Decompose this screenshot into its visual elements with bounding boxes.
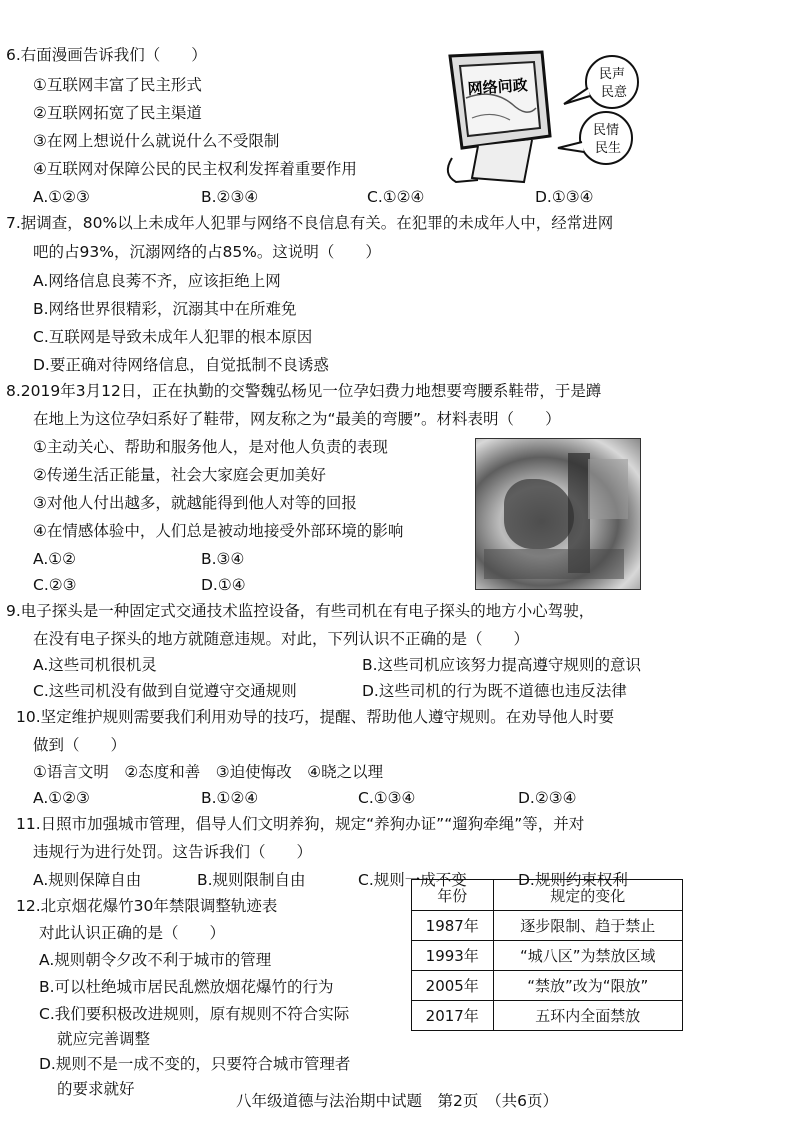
q9-stem-line2: 在没有电子探头的地方就随意违规。对此，下列认识不正确的是（ ） [33, 630, 530, 648]
q9-option-d: D.这些司机的行为既不道德也违反法律 [362, 682, 627, 700]
table-header-year: 年份 [412, 880, 494, 911]
q6-item-4: ④互联网对保障公民的民主权利发挥着重要作用 [33, 160, 357, 178]
q12-stem-line1: 12.北京烟花爆竹30年禁限调整轨迹表 [16, 897, 278, 915]
q8-stem-line2: 在地上为这位孕妇系好了鞋带，网友称之为“最美的弯腰”。材料表明（ ） [33, 410, 561, 428]
q7-option-a: A.网络信息良莠不齐，应该拒绝上网 [33, 272, 281, 290]
table-header-change: 规定的变化 [493, 880, 682, 911]
ban-history-table [411, 879, 683, 1031]
table-cell-change: “城八区”为禁放区域 [493, 941, 682, 971]
q8-stem-line1: 8.2019年3月12日，正在执勤的交警魏弘杨见一位孕妇费力地想要弯腰系鞋带，于是蹲 [6, 382, 602, 400]
q8-option-c: C.②③ [33, 576, 77, 594]
table-cell-year: 2005年 [412, 971, 494, 1001]
table-cell-year: 1993年 [412, 941, 494, 971]
table-cell-year: 2017年 [412, 1001, 494, 1031]
q6-item-2: ②互联网拓宽了民主渠道 [33, 104, 202, 122]
q10-option-b: B.①②④ [201, 789, 259, 807]
q8-option-a: A.①② [33, 550, 77, 568]
q12-option-c-cont: 就应完善调整 [57, 1030, 151, 1048]
q12-stem-line2: 对此认识正确的是（ ） [39, 924, 226, 942]
q10-option-c: C.①③④ [358, 789, 416, 807]
q6-item-3: ③在网上想说什么就说什么不受限制 [33, 132, 280, 150]
q6-option-b: B.②③④ [201, 188, 259, 206]
q9-option-c: C.这些司机没有做到自觉遵守交通规则 [33, 682, 297, 700]
q8-item-3: ③对他人付出越多，就越能得到他人对等的回报 [33, 494, 357, 512]
q9-option-a: A.这些司机很机灵 [33, 656, 157, 674]
q12-option-d-cont: 的要求就好 [57, 1080, 135, 1098]
q7-option-d: D.要正确对待网络信息，自觉抵制不良诱惑 [33, 356, 329, 374]
cartoon-bubble2-line1: 民情 [592, 123, 620, 138]
page-footer: 八年级道德与法治期中试题 第2页 （共6页） [236, 1092, 558, 1110]
q8-option-d: D.①④ [201, 576, 246, 594]
q12-option-c: C.我们要积极改进规则，原有规则不符合实际 [39, 1005, 350, 1023]
q8-item-4: ④在情感体验中，人们总是被动地接受外部环境的影响 [33, 522, 404, 540]
q11-stem-line2: 违规行为进行处罚。这告诉我们（ ） [33, 843, 313, 861]
q10-items: ①语言文明 ②态度和善 ③迫使悔改 ④晓之以理 [33, 763, 384, 781]
table-cell-change: 五环内全面禁放 [493, 1001, 682, 1031]
q10-stem-line1: 10.坚定维护规则需要我们利用劝导的技巧，提醒、帮助他人遵守规则。在劝导他人时要 [16, 708, 615, 726]
q7-stem-line1: 7.据调查，80%以上未成年人犯罪与网络不良信息有关。在犯罪的未成年人中，经常进网 [6, 214, 614, 232]
q8-item-2: ②传递生活正能量，社会大家庭会更加美好 [33, 466, 326, 484]
cartoon-bubble1-line2: 民意 [600, 85, 628, 100]
q12-option-b: B.可以杜绝城市居民乱燃放烟花爆竹的行为 [39, 978, 334, 996]
q10-option-a: A.①②③ [33, 789, 90, 807]
cartoon-bubble1-line1: 民声 [598, 67, 626, 82]
cartoon-bubble2-line2: 民生 [594, 141, 622, 156]
q6-stem: 6.右面漫画告诉我们（ ） [6, 46, 207, 64]
q7-option-b: B.网络世界很精彩，沉溺其中在所难免 [33, 300, 297, 318]
q9-option-b: B.这些司机应该努力提高遵守规则的意识 [362, 656, 642, 674]
q6-option-c: C.①②④ [367, 188, 425, 206]
q8-item-1: ①主动关心、帮助和服务他人，是对他人负责的表现 [33, 438, 388, 456]
q11-option-b: B.规则限制自由 [197, 871, 306, 889]
cartoon-screen-text: 网络问政 [467, 75, 529, 99]
table-row [412, 911, 683, 941]
q7-option-c: C.互联网是导致未成年人犯罪的根本原因 [33, 328, 313, 346]
q6-option-a: A.①②③ [33, 188, 90, 206]
table-row [412, 1001, 683, 1031]
q9-stem-line1: 9.电子探头是一种固定式交通技术监控设备，有些司机在有电子探头的地方小心驾驶， [6, 602, 595, 620]
q10-option-d: D.②③④ [518, 789, 577, 807]
q6-option-d: D.①③④ [535, 188, 594, 206]
q11-stem-line1: 11.日照市加强城市管理，倡导人们文明养狗，规定“养狗办证”“遛狗牵绳”等，并对 [16, 815, 585, 833]
q12-option-a: A.规则朝令夕改不利于城市的管理 [39, 951, 272, 969]
q11-option-c: C.规则一成不变 [358, 871, 467, 889]
table-row [412, 971, 683, 1001]
table-cell-change: “禁放”改为“限放” [493, 971, 682, 1001]
q8-option-b: B.③④ [201, 550, 245, 568]
table-cell-year: 1987年 [412, 911, 494, 941]
q7-stem-line2: 吧的占93%，沉溺网络的占85%。这说明（ ） [33, 243, 381, 261]
q11-option-d: D.规则约束权利 [518, 871, 628, 889]
q11-option-a: A.规则保障自由 [33, 871, 142, 889]
q10-stem-line2: 做到（ ） [33, 736, 127, 754]
table-cell-change: 逐步限制、趋于禁止 [493, 911, 682, 941]
q6-item-1: ①互联网丰富了民主形式 [33, 76, 202, 94]
table-header-row [412, 880, 683, 911]
table-row [412, 941, 683, 971]
news-photo [475, 438, 641, 590]
cartoon-illustration [432, 48, 648, 186]
q12-option-d: D.规则不是一成不变的，只要符合城市管理者 [39, 1055, 351, 1073]
